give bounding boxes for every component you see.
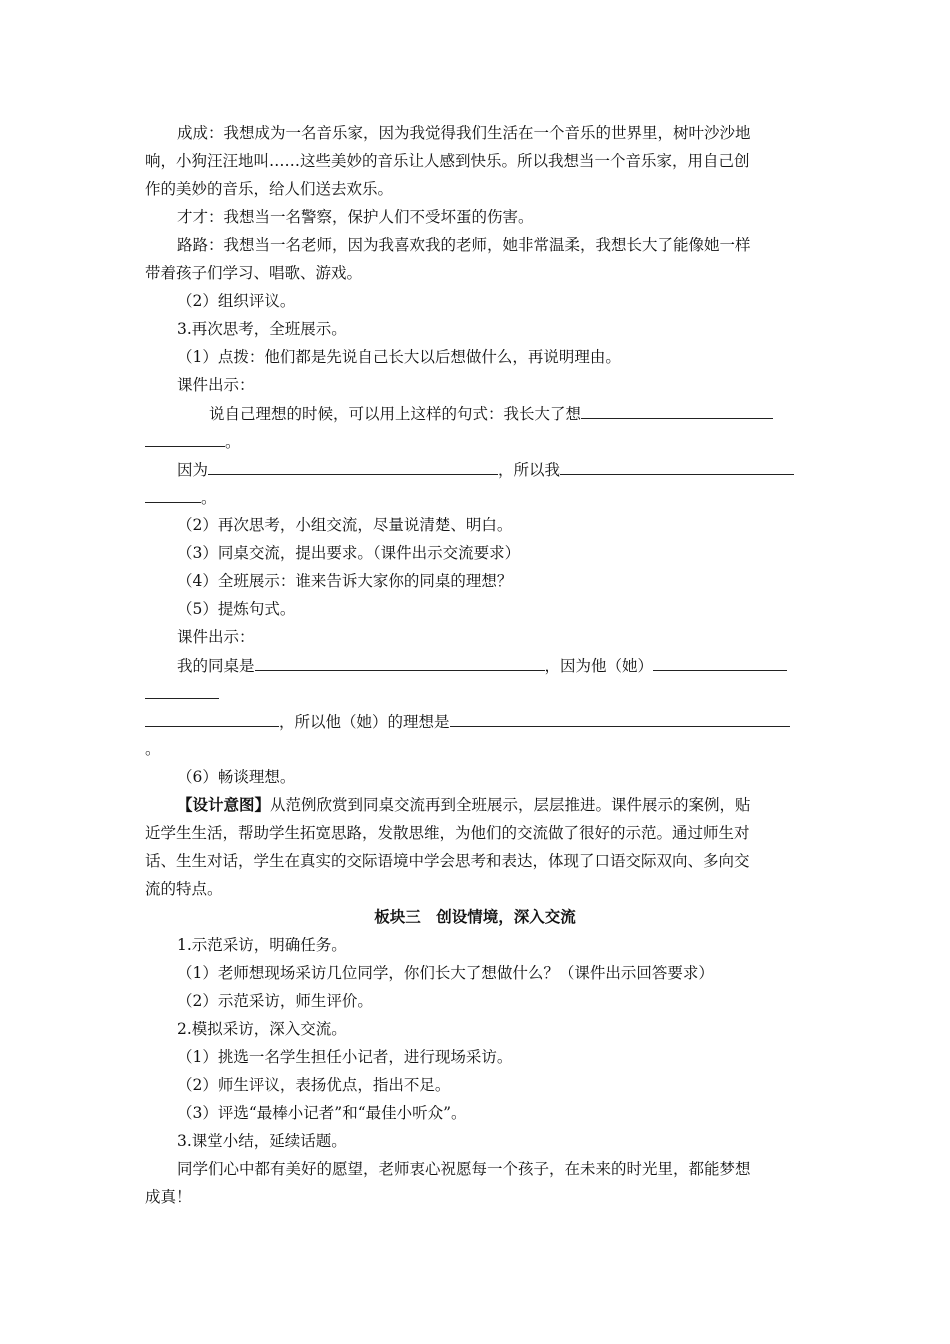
step-3-1: （1）点拨：他们都是先说自己长大以后想做什么，再说明理由。	[177, 348, 621, 366]
block-3-step-1-2: （2）示范采访，师生评价。	[177, 992, 373, 1010]
sentence-pattern-1-line2	[145, 431, 241, 452]
fill-blank	[581, 403, 773, 419]
design-intent-label: 【设计意图】	[177, 795, 271, 814]
paragraph-chengcheng-line1: 成成：我想成为一名音乐家，因为我觉得我们生活在一个音乐的世界里，树叶沙沙地	[177, 124, 751, 142]
block-3-step-2-1: （1）挑选一名学生担任小记者，进行现场采访。	[177, 1048, 513, 1066]
courseware-label-2: 课件出示：	[177, 628, 255, 646]
fill-blank	[145, 487, 201, 503]
sentence-pattern-text: 说自己理想的时候，可以用上这样的句式：我长大了想	[209, 405, 582, 423]
closing-line2: 成真！	[145, 1188, 192, 1206]
block-3-step-1-1: （1）老师想现场采访几位同学，你们长大了想做什么？（课件出示回答要求）	[177, 964, 714, 982]
fill-blank	[450, 711, 790, 727]
sentence-pattern-text: 因为	[177, 461, 209, 479]
design-intent-line1	[177, 795, 751, 815]
block-3-step-1: 1.示范采访，明确任务。	[177, 936, 347, 954]
paragraph-lulu-line2: 带着孩子们学习、唱歌、游戏。	[145, 264, 363, 282]
sentence-pattern-text: ，所以他（她）的理想是	[279, 713, 450, 731]
design-intent-line4: 流的特点。	[145, 880, 223, 898]
block-3-step-3: 3.课堂小结，延续话题。	[177, 1132, 347, 1150]
paragraph-caicai: 才才：我想当一名警察，保护人们不受坏蛋的伤害。	[177, 208, 534, 226]
section-3-title: 板块三 创设情境，深入交流	[374, 907, 576, 926]
fill-blank	[560, 459, 794, 475]
fill-blank	[145, 683, 219, 699]
sentence-pattern-2-line3	[145, 711, 790, 732]
step-3-5: （5）提炼句式。	[177, 600, 296, 618]
step-3-heading: 3.再次思考，全班展示。	[177, 320, 347, 338]
paragraph-lulu-line1: 路路：我想当一名老师，因为我喜欢我的老师，她非常温柔，我想长大了能像她一样	[177, 236, 751, 254]
sentence-pattern-text: 我的同桌是	[177, 657, 255, 675]
courseware-label-1: 课件出示：	[177, 376, 255, 394]
closing-line1: 同学们心中都有美好的愿望，老师衷心祝愿每一个孩子，在未来的时光里，都能梦想	[177, 1160, 751, 1178]
step-3-2: （2）再次思考，小组交流，尽量说清楚、明白。	[177, 516, 513, 534]
fill-blank	[653, 655, 787, 671]
fill-blank	[208, 459, 498, 475]
sentence-pattern-2-line1	[177, 655, 787, 676]
sentence-pattern-1-line4	[145, 487, 217, 508]
design-intent-line3: 话、生生对话，学生在真实的交际语境中学会思考和表达，体现了口语交际双向、多向交	[145, 852, 750, 870]
sentence-pattern-1-line3	[177, 459, 794, 480]
step-3-6: （6）畅谈理想。	[177, 768, 296, 786]
paragraph-chengcheng-line2: 响，小狗汪汪地叫……这些美妙的音乐让人感到快乐。所以我想当一个音乐家，用自己创	[145, 152, 750, 170]
sentence-pattern-text: ，所以我	[498, 461, 561, 479]
design-intent-line2: 近学生生活，帮助学生拓宽思路，发散思维，为他们的交流做了很好的示范。通过师生对	[145, 824, 750, 842]
block-3-step-2: 2.模拟采访，深入交流。	[177, 1020, 347, 1038]
punctuation: 。	[225, 433, 241, 451]
sentence-pattern-1-line1	[209, 403, 773, 424]
step-3-3: （3）同桌交流，提出要求。（课件出示交流要求）	[177, 544, 521, 562]
sentence-pattern-2-line4: 。	[145, 740, 161, 758]
block-3-step-2-3: （3）评选“最棒小记者”和“最佳小听众”。	[177, 1104, 467, 1122]
block-3-step-2-2: （2）师生评议，表扬优点，指出不足。	[177, 1076, 451, 1094]
paragraph-chengcheng-line3: 作的美妙的音乐，给人们送去欢乐。	[145, 180, 394, 198]
sentence-pattern-2-line2	[145, 683, 219, 704]
fill-blank	[145, 711, 279, 727]
step-2-organize-review: （2）组织评议。	[177, 292, 296, 310]
punctuation: 。	[201, 489, 217, 507]
step-3-4: （4）全班展示：谁来告诉大家你的同桌的理想？	[177, 572, 513, 590]
fill-blank	[255, 655, 545, 671]
design-intent-text: 从范例欣赏到同桌交流再到全班展示，层层推进。课件展示的案例，贴	[270, 796, 751, 814]
fill-blank	[145, 431, 225, 447]
sentence-pattern-text: ，因为他（她）	[544, 657, 654, 675]
